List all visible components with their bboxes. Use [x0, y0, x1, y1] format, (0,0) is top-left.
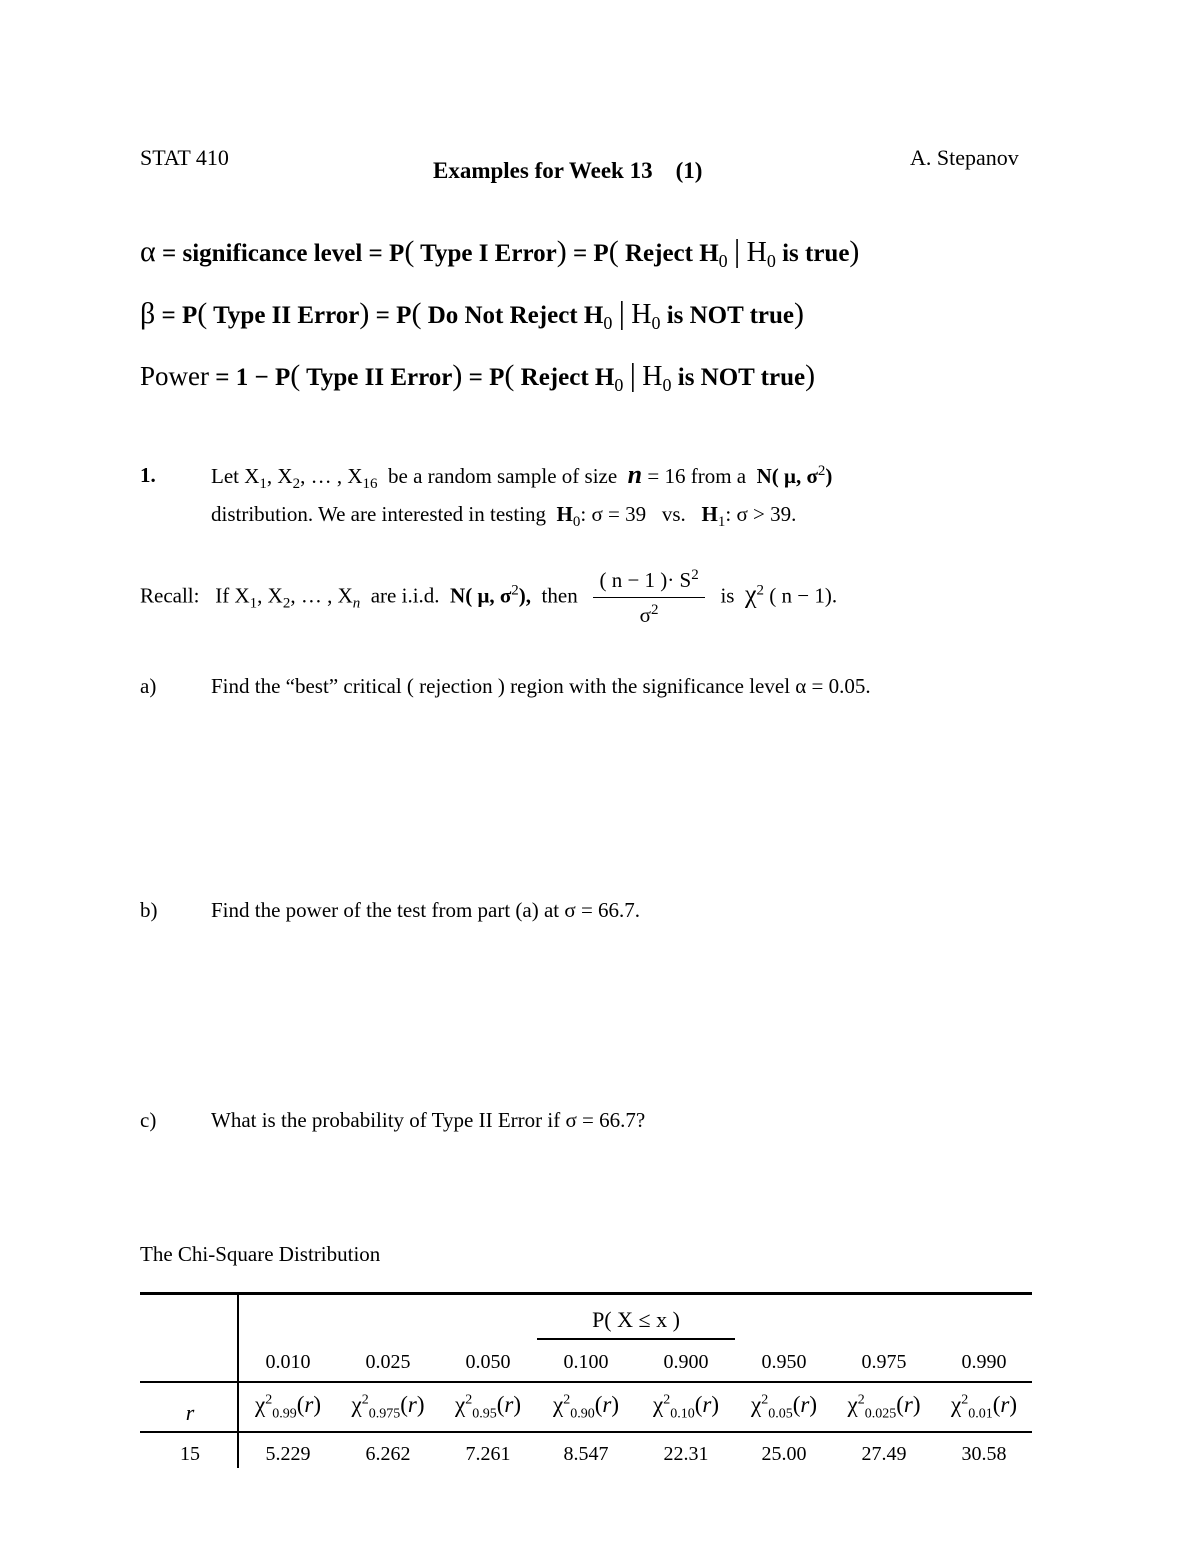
row-r-value: 15	[180, 1443, 200, 1465]
group-header-rule	[537, 1338, 735, 1340]
table-cell: 5.229	[265, 1443, 311, 1465]
chi-column-header: $\chi^2_{0.95}(r)$	[454, 1392, 521, 1422]
prob-header: 0.975	[861, 1351, 907, 1373]
subheader-rule	[140, 1431, 1032, 1433]
author-name: A. Stepanov	[910, 145, 1019, 170]
table-cell: 7.261	[465, 1443, 511, 1465]
table-cell: 27.49	[861, 1443, 907, 1465]
beta-definition: β = P( Type II Error) = P( Do Not Reject $H_0$ | $H_0$ is NOT true)	[140, 294, 805, 333]
variance-fraction: $\frac{( n - 1 )\cdot S^2}{\sigma^2}$	[593, 567, 704, 628]
prob-header: 0.950	[761, 1351, 807, 1373]
table-top-rule	[140, 1292, 1032, 1295]
alpha-definition: α = significance level = P( Type I Error) = P( Reject $H_0$ | $H_0$ is true)	[140, 232, 860, 271]
table-cell: 6.262	[365, 1443, 411, 1465]
problem-line-1: Let $X_1$, $X_2$, … , $X_{16}$ be a random sample of size n = 16 from a N( μ, $\sigma^2$)	[211, 460, 833, 493]
prob-header: 0.990	[961, 1351, 1007, 1373]
chi-column-header: $\chi^2_{0.975}(r)$	[351, 1392, 425, 1422]
chi-column-header: $\chi^2_{0.05}(r)$	[750, 1392, 817, 1422]
part-a-text: Find the “best” critical ( rejection ) region with the significance level α = 0.05.	[211, 674, 871, 698]
part-b-text: Find the power of the test from part (a) at σ = 66.7.	[211, 898, 641, 922]
prob-header: 0.050	[465, 1351, 511, 1373]
power-definition: Power = 1 − P( Type II Error) = P( Reject $H_0$ | $H_0$ is NOT true)	[140, 356, 816, 395]
chi-column-header: $\chi^2_{0.01}(r)$	[950, 1392, 1017, 1422]
group-header: P( X ≤ x )	[592, 1307, 680, 1332]
problem-line-2: distribution. We are interested in testing $H_0$: σ = 39 vs. $H_1$: σ > 39.	[211, 502, 797, 531]
part-c-text: What is the probability of Type II Error if σ = 66.7?	[211, 1108, 646, 1132]
table-caption: The Chi-Square Distribution	[140, 1242, 381, 1266]
page-title: Examples for Week 13 (1)	[433, 158, 703, 183]
part-c-label: c)	[140, 1108, 157, 1132]
chi-column-header: $\chi^2_{0.025}(r)$	[847, 1392, 921, 1422]
chi-column-header: $\chi^2_{0.99}(r)$	[254, 1392, 321, 1422]
part-a-label: a)	[140, 674, 157, 698]
table-cell: 22.31	[663, 1443, 709, 1465]
part-b-label: b)	[140, 898, 158, 922]
table-vertical-rule	[237, 1292, 239, 1468]
prob-header: 0.100	[563, 1351, 609, 1373]
problem-number: 1.	[140, 463, 156, 487]
header-rule	[140, 1381, 1032, 1383]
recall-line: Recall: If $X_1$, $X_2$, … , $X_n$ are i.i.d. N( μ, $\sigma^2$), then $\frac{( n - 1 )\cdot S^2}{\sigma^2}$ is $\chi^2$ ( n − 1).	[140, 567, 838, 627]
prob-header: 0.025	[365, 1351, 411, 1373]
table-cell: 8.547	[563, 1443, 609, 1465]
course-code: STAT 410	[140, 145, 229, 170]
row-header-r: r	[185, 1400, 195, 1425]
chi-column-header: $\chi^2_{0.90}(r)$	[552, 1392, 619, 1422]
table-cell: 30.58	[961, 1443, 1007, 1465]
prob-header: 0.010	[265, 1351, 311, 1373]
table-cell: 25.00	[761, 1443, 807, 1465]
prob-header: 0.900	[663, 1351, 709, 1373]
chi-column-header: $\chi^2_{0.10}(r)$	[652, 1392, 719, 1422]
